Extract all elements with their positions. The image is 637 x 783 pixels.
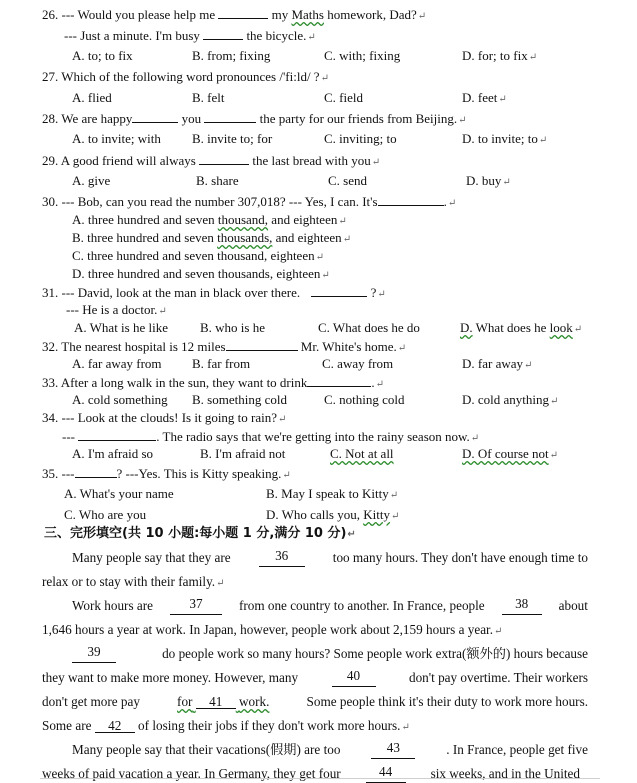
paragraph-mark-icon: ↵ (528, 52, 538, 63)
q26-option-b: B. from; fixing (192, 48, 271, 63)
q29-option-d (466, 173, 511, 191)
blank-36: 36 (259, 549, 305, 567)
p1-text-b: too many hours. They don't have enough time to (332, 550, 588, 565)
q33-option-b: B. something cold (192, 392, 287, 407)
q33-option-d (462, 392, 558, 410)
q26-line2-b: the bicycle. (246, 28, 307, 43)
q32-option-d (462, 356, 532, 374)
p4-text-l2b: six weeks, and in the United (430, 766, 580, 781)
paragraph-mark-icon: ↵ (494, 626, 503, 637)
q29-stem-a: 29. A good friend will always (42, 153, 196, 168)
q35-option-b (266, 486, 398, 504)
paragraph-mark-icon: ↵ (458, 115, 467, 126)
q29-option-d-text: D. buy (466, 173, 502, 188)
p3-text-l2b: don't pay overtime. Their workers (408, 670, 588, 685)
section-title: 三、完形填空(共 10 小题:每小题 1 分,满分 10 分) (44, 526, 347, 541)
paragraph-mark-icon: ↵ (375, 379, 385, 390)
q27-stem (42, 69, 329, 87)
q31-option-d-letter: D. (460, 320, 473, 335)
q30-stem-b: . (443, 194, 447, 209)
q27-option-c: C. field (324, 90, 363, 105)
passage-p3-line1 (72, 645, 588, 663)
q30-stem (42, 193, 456, 212)
q31-option-d-look: look (549, 320, 573, 335)
q30-option-b (72, 230, 351, 248)
p1-text-a: Many people say that they are (72, 550, 231, 565)
q28-option-d (462, 131, 547, 149)
paragraph-mark-icon: ↵ (158, 306, 167, 317)
q34-option-b: B. I'm afraid not (200, 446, 286, 461)
q35-option-d-text: D. Who calls you, (266, 507, 360, 522)
q31-option-a: A. What is he like (74, 320, 168, 335)
passage-p1-line2 (42, 573, 225, 593)
q28-option-a: A. to invite; with (72, 131, 161, 146)
q26-stem-b: my (271, 7, 289, 22)
q29-blank (199, 152, 249, 165)
paragraph-mark-icon: ↵ (216, 578, 225, 589)
q34-line2 (62, 428, 479, 447)
q26-line2-a: --- Just a minute. I'm busy (64, 28, 200, 43)
q34-stem-text: 34. --- Look at the clouds! Is it going to rain? (42, 410, 278, 425)
paragraph-mark-icon: ↵ (389, 490, 399, 501)
q33-option-c: C. nothing cold (324, 392, 405, 407)
q31-blank (311, 284, 367, 297)
q29-option-c: C. send (328, 173, 367, 188)
q28-blank1 (132, 110, 178, 123)
blank-39: 39 (72, 645, 116, 663)
p3-text-l3a: don't get more pay (42, 694, 140, 709)
paragraph-mark-icon: ↵ (470, 433, 480, 444)
q34-option-a: A. I'm afraid so (72, 446, 154, 461)
q28-blank2 (204, 110, 256, 123)
q34-option-d-text: D. Of course not (462, 446, 549, 461)
q33-blank (307, 374, 371, 387)
q26-option-c: C. with; fixing (324, 48, 401, 63)
q35-option-b-text: B. May I speak to Kitty (266, 486, 389, 501)
q32-blank (226, 338, 298, 351)
q34-option-c (330, 446, 394, 462)
q34-option-c-text: C. Not at all (330, 446, 394, 461)
p3-text-l2a: they want to make more money. However, many (42, 670, 299, 685)
q33-stem (42, 374, 384, 393)
q30-blank (378, 193, 444, 206)
q34-line2-a: --- (62, 429, 75, 444)
p1-text-line2: relax or to stay with their family. (42, 574, 216, 589)
q32-stem (42, 338, 406, 357)
paragraph-mark-icon: ↵ (347, 529, 356, 540)
blank-42: 42 (95, 719, 135, 733)
q26-blank1 (218, 6, 268, 19)
q26-stem-d: homework, Dad? (327, 7, 417, 22)
blank-38: 38 (502, 597, 542, 615)
q30-option-b-part2: thousands, (217, 230, 273, 245)
passage-p1-line1 (72, 549, 588, 567)
paragraph-mark-icon: ↵ (549, 450, 559, 461)
paragraph-mark-icon: ↵ (401, 722, 410, 733)
q27-option-a: A. flied (72, 90, 112, 105)
q32-option-c: C. away from (322, 356, 394, 371)
p2-text-c: about (558, 598, 588, 613)
p3-wavy-group (177, 693, 269, 711)
paragraph-mark-icon: ↵ (538, 135, 548, 146)
passage-p3-line4 (42, 717, 410, 737)
paragraph-mark-icon: ↵ (315, 252, 324, 263)
passage-p2-line2 (42, 621, 502, 641)
q35-stem-a: 35. --- (42, 466, 75, 481)
p4-text-b: . In France, people get five (446, 742, 588, 757)
q33-option-a: A. cold something (72, 392, 168, 407)
q32-stem-b: Mr. White's home. (300, 339, 397, 354)
q26-option-a: A. to; to fix (72, 48, 133, 63)
blank-44: 44 (366, 765, 406, 783)
q35-option-c: C. Who are you (64, 507, 147, 522)
q31-stem-b: ? (370, 285, 377, 300)
q28-stem-c: the party for our friends from Beijing. (259, 111, 458, 126)
paragraph-mark-icon: ↵ (502, 177, 511, 188)
q30-option-b-part3: and eighteen (275, 230, 342, 245)
q29-option-b: B. share (196, 173, 239, 188)
q27-stem-text: 27. Which of the following word pronounces /'fi:ld/ ? (42, 69, 320, 84)
q34-option-d (462, 446, 558, 464)
q35-option-d (266, 507, 399, 525)
q34-stem (42, 410, 286, 428)
paragraph-mark-icon: ↵ (282, 470, 291, 481)
q30-option-a-part3: and eighteen (271, 212, 338, 227)
q31-stem (42, 284, 386, 303)
q28-option-d-text: D. to invite; to (462, 131, 538, 146)
q30-option-c (72, 248, 324, 266)
p3-text-l4b: of losing their jobs if they don't work more hours. (138, 718, 401, 733)
q26-stem-a: 26. --- Would you please help me (42, 7, 216, 22)
q26-line1 (42, 6, 426, 25)
q30-option-a-part2: thousand, (217, 212, 269, 227)
paragraph-mark-icon: ↵ (342, 234, 352, 245)
p4-text-a: Many people say that their vacations(假期) are too (72, 742, 341, 757)
q33-option-d-text: D. cold anything (462, 392, 550, 407)
q29-stem-b: the last bread with you (252, 153, 371, 168)
p3-text-for: for (177, 694, 193, 709)
q30-option-c-text: C. three hundred and seven thousand, eighteen (72, 248, 315, 263)
q29-stem (42, 152, 380, 171)
q28-stem-b: you (181, 111, 202, 126)
p3-text-b: do people work so many hours? Some people work extra(额外的) hours because (162, 646, 588, 661)
paragraph-mark-icon: ↵ (550, 396, 559, 407)
q35-stem-b: ? ---Yes. This is Kitty speaking. (116, 466, 282, 481)
q28-stem (42, 110, 467, 129)
paragraph-mark-icon: ↵ (524, 360, 533, 371)
q31-option-b: B. who is he (200, 320, 265, 335)
q31-option-d (460, 320, 582, 338)
q27-option-d-text: D. feet (462, 90, 498, 105)
q30-option-a-part1: A. three hundred and seven (72, 212, 215, 227)
q31-line2 (66, 302, 167, 320)
q31-stem-a: 31. --- David, look at the man in black over there. (42, 285, 301, 300)
blank-41: 41 (196, 695, 236, 709)
passage-p3-line2 (42, 669, 588, 687)
q33-stem-a: 33. After a long walk in the sun, they want to drink (42, 375, 308, 390)
q28-option-c: C. inviting; to (324, 131, 397, 146)
paragraph-mark-icon: ↵ (390, 511, 400, 522)
passage-p4-line1 (72, 741, 588, 759)
q34-blank (78, 428, 156, 441)
passage-p3-line3 (42, 693, 588, 711)
p2-text-a: Work hours are (72, 598, 153, 613)
blank-37: 37 (170, 597, 222, 615)
p2-text-b: from one country to another. In France, people (238, 598, 485, 613)
p3-text-l4a: Some are (42, 718, 92, 733)
q32-option-d-text: D. far away (462, 356, 523, 371)
paragraph-mark-icon: ↵ (573, 324, 583, 335)
paragraph-mark-icon: ↵ (417, 11, 427, 22)
q31-option-c: C. What does he do (318, 320, 420, 335)
paragraph-mark-icon: ↵ (377, 289, 386, 300)
paragraph-mark-icon: ↵ (320, 73, 329, 84)
paragraph-mark-icon: ↵ (278, 414, 287, 425)
p2-text-line2: 1,646 hours a year at work. In Japan, however, people work about 2,159 hours a year. (42, 622, 494, 637)
passage-p4-line2 (42, 765, 580, 783)
q27-option-b: B. felt (192, 90, 225, 105)
q26-stem-maths: Maths (291, 7, 324, 22)
blank-40: 40 (332, 669, 376, 687)
q26-line2 (64, 27, 316, 46)
q35-stem (42, 465, 291, 484)
paragraph-mark-icon: ↵ (447, 198, 457, 209)
paragraph-mark-icon: ↵ (307, 32, 316, 43)
p3-text-l3d: Some people think it's their duty to work more hours. (306, 694, 588, 709)
q30-option-d-text: D. three hundred and seven thousands, eighteen (72, 266, 321, 281)
paragraph-mark-icon: ↵ (321, 270, 330, 281)
q30-stem-a: 30. --- Bob, can you read the number 307,018? --- Yes, I can. It's (42, 194, 378, 209)
q27-option-d (462, 90, 507, 108)
q26-blank2 (203, 27, 243, 40)
paragraph-mark-icon: ↵ (498, 94, 507, 105)
q35-blank (75, 465, 117, 478)
q28-option-b: B. invite to; for (192, 131, 273, 146)
page-bottom-rule (40, 778, 600, 779)
paragraph-mark-icon: ↵ (371, 157, 381, 168)
p4-text-l2a: weeks of paid vacation a year. In Germany, they get four (42, 766, 341, 781)
q34-line2-b: . The radio says that we're getting into the rainy season now. (156, 429, 470, 444)
q33-stem-b: . (371, 375, 375, 390)
p3-text-work: work. (239, 694, 270, 709)
q32-stem-a: 32. The nearest hospital is 12 miles (42, 339, 226, 354)
blank-43: 43 (371, 741, 415, 759)
q30-option-a (72, 212, 347, 230)
passage-p2-line1 (72, 597, 588, 615)
q28-stem-a: 28. We are happy (42, 111, 133, 126)
q32-option-a: A. far away from (72, 356, 162, 371)
q29-option-a: A. give (72, 173, 111, 188)
paragraph-mark-icon: ↵ (397, 343, 407, 354)
paragraph-mark-icon: ↵ (338, 216, 347, 227)
q26-option-d-text: D. for; to fix (462, 48, 528, 63)
q32-option-b: B. far from (192, 356, 251, 371)
q35-option-a: A. What's your name (64, 486, 174, 501)
section-heading (44, 525, 356, 544)
q30-option-b-part1: B. three hundred and seven (72, 230, 214, 245)
q31-line2-text: --- He is a doctor. (66, 302, 158, 317)
q35-option-d-kitty: Kitty (363, 507, 390, 522)
q31-option-d-text: What does he (475, 320, 547, 335)
q30-option-d (72, 266, 330, 284)
q26-option-d (462, 48, 537, 66)
